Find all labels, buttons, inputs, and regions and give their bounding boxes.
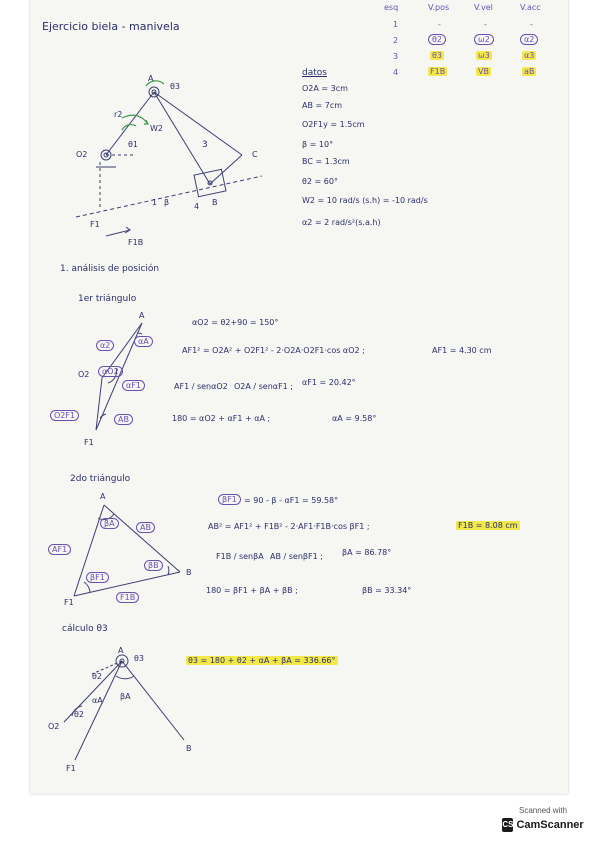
table-header: V.acc [520,3,541,12]
theta3-label-o2: O2 [48,722,60,731]
tri1-label-f1: F1 [84,438,94,447]
tri2-eq-2: AB² = AF1² + F1B² - 2·AF1·F1B·cos βF1 ; [208,522,370,531]
tri2-eq-4-result: βB = 33.34° [362,586,412,595]
tri1-eq-3-left: AF1 / senαO2 [174,382,228,391]
theta3-label-theta3: θ3 [134,654,144,663]
triangle-1-heading: 1er triángulo [78,294,137,304]
label-1: 1 [152,198,158,207]
tri2-eq-1-left: βF1 [218,494,241,505]
datos-line: AB = 7cm [302,101,343,110]
tri1-label-alpha2: α2 [96,340,114,351]
tri1-label-o2: O2 [78,370,90,379]
camscanner-logo-icon: CS [502,818,513,832]
table-cell: 2 [393,36,399,45]
tri1-eq-1: αO2 = θ2+90 = 150° [192,318,279,327]
tri2-label-f1b: F1B [116,592,139,603]
tri1-label-alphaf1: αF1 [122,380,145,391]
scanned-sheet [30,0,568,794]
tri2-eq-4: 180 = βF1 + βA + βB ; [206,586,298,595]
label-link3: 3 [202,140,208,150]
tri2-label-a: A [100,492,106,501]
label-theta1: θ1 [128,140,138,149]
tri2-eq-3-left: F1B / senβA [216,552,264,561]
tri1-label-ab: AB [114,414,133,425]
tri2-label-betaa: βA [100,518,119,529]
tri1-label-o2f1: O2F1 [50,410,79,421]
tri2-label-b: B [186,568,192,577]
tri1-label-a: A [139,311,145,320]
label-beta: β [164,198,170,207]
drawings-layer [30,0,568,794]
datos-line: BC = 1.3cm [302,157,350,166]
section-1-heading: 1. análisis de posición [60,264,160,274]
datos-line: O2A = 3cm [302,84,348,93]
table-cell: - [484,20,487,29]
datos-line: W2 = 10 rad/s (s.h) = -10 rad/s [302,196,428,205]
label-w2: W2 [150,124,163,133]
table-cell: VB [478,67,489,76]
camscanner-badge [503,806,583,840]
datos-line: α2 = 2 rad/s²(s.a.h) [302,218,381,227]
tri1-eq-4: 180 = αO2 + αF1 + αA ; [172,414,271,423]
datos-heading: datos [302,68,327,78]
triangle-2-heading: 2do triángulo [70,474,131,484]
table-cell: θ3 [432,51,442,60]
theta3-label-alphaa: αA [92,696,103,705]
tri1-eq-2: AF1² = O2A² + O2F1² - 2·O2A·O2F1·cos αO2 ; [182,346,365,355]
theta3-label-b: B [186,744,192,753]
page-title: Ejercicio biela - manivela [42,20,180,33]
tri2-eq-1: = 90 - β - αF1 = 59.58° [244,496,339,505]
label-4: 4 [194,202,200,211]
theta3-equation: θ3 = 180 + θ2 + αA + βA = 336.66° [188,656,336,665]
label-f1: F1 [90,220,100,229]
theta3-label-theta2b: θ2 [74,710,84,719]
table-cell: ω2 [474,34,494,45]
table-cell: 4 [393,68,399,77]
table-cell: - [438,20,441,29]
label-c: C [252,150,258,159]
mechanism-diagram [76,87,262,236]
tri1-eq-4-result: αA = 9.58° [332,414,377,423]
table-cell: 3 [393,52,399,61]
tri2-label-ab: AB [136,522,155,533]
datos-line: θ2 = 60° [302,177,338,186]
tri2-eq-3-result: βA = 86.78° [342,548,392,557]
theta3-label-a: A [118,646,124,655]
table-cell: ω3 [478,51,490,60]
table-cell: aB [524,67,535,76]
label-theta3: θ3 [170,82,180,91]
tri2-label-af1: AF1 [48,544,71,555]
tri2-label-betaf1: βF1 [86,572,109,583]
label-a: A [148,74,154,83]
label-f1b: F1B [128,238,144,247]
theta3-diagram [64,655,184,760]
table-cell: α3 [524,51,535,60]
theta3-label-theta2: θ2 [92,672,102,681]
tri1-label-alphao2: αO2 [98,366,123,377]
table-header: V.vel [474,3,493,12]
datos-line: O2F1y = 1.5cm [302,120,365,129]
table-cell: 1 [393,20,399,29]
section-3-heading: cálculo θ3 [62,624,108,634]
label-r2: r2 [114,110,123,119]
tri1-eq-3-mid: O2A / senαF1 ; [234,382,294,391]
tri1-eq-3-result: αF1 = 20.42° [302,378,356,387]
table-cell: θ2 [428,34,446,45]
badge-brand-name: CamScanner [516,819,584,831]
tri2-eq-3-mid: AB / senβF1 ; [270,552,323,561]
datos-line: β = 10° [302,140,334,149]
tri1-label-alphaa: αA [134,336,153,347]
table-cell: α2 [520,34,538,45]
tri2-eq-2-result: F1B = 8.08 cm [458,521,518,530]
table-cell: - [530,20,533,29]
tri2-label-betab: βB [144,560,163,571]
table-header: esq [384,3,399,12]
label-o2: O2 [76,150,88,159]
tri1-eq-2-result: AF1 = 4.30 cm [432,346,492,355]
theta3-label-f1: F1 [66,764,76,773]
table-header: V.pos [428,3,450,12]
label-b: B [212,198,218,207]
tri2-label-f1: F1 [64,598,74,607]
theta3-label-betaa: βA [120,692,131,701]
badge-caption: Scanned with [518,806,568,815]
table-cell: F1B [430,67,446,76]
